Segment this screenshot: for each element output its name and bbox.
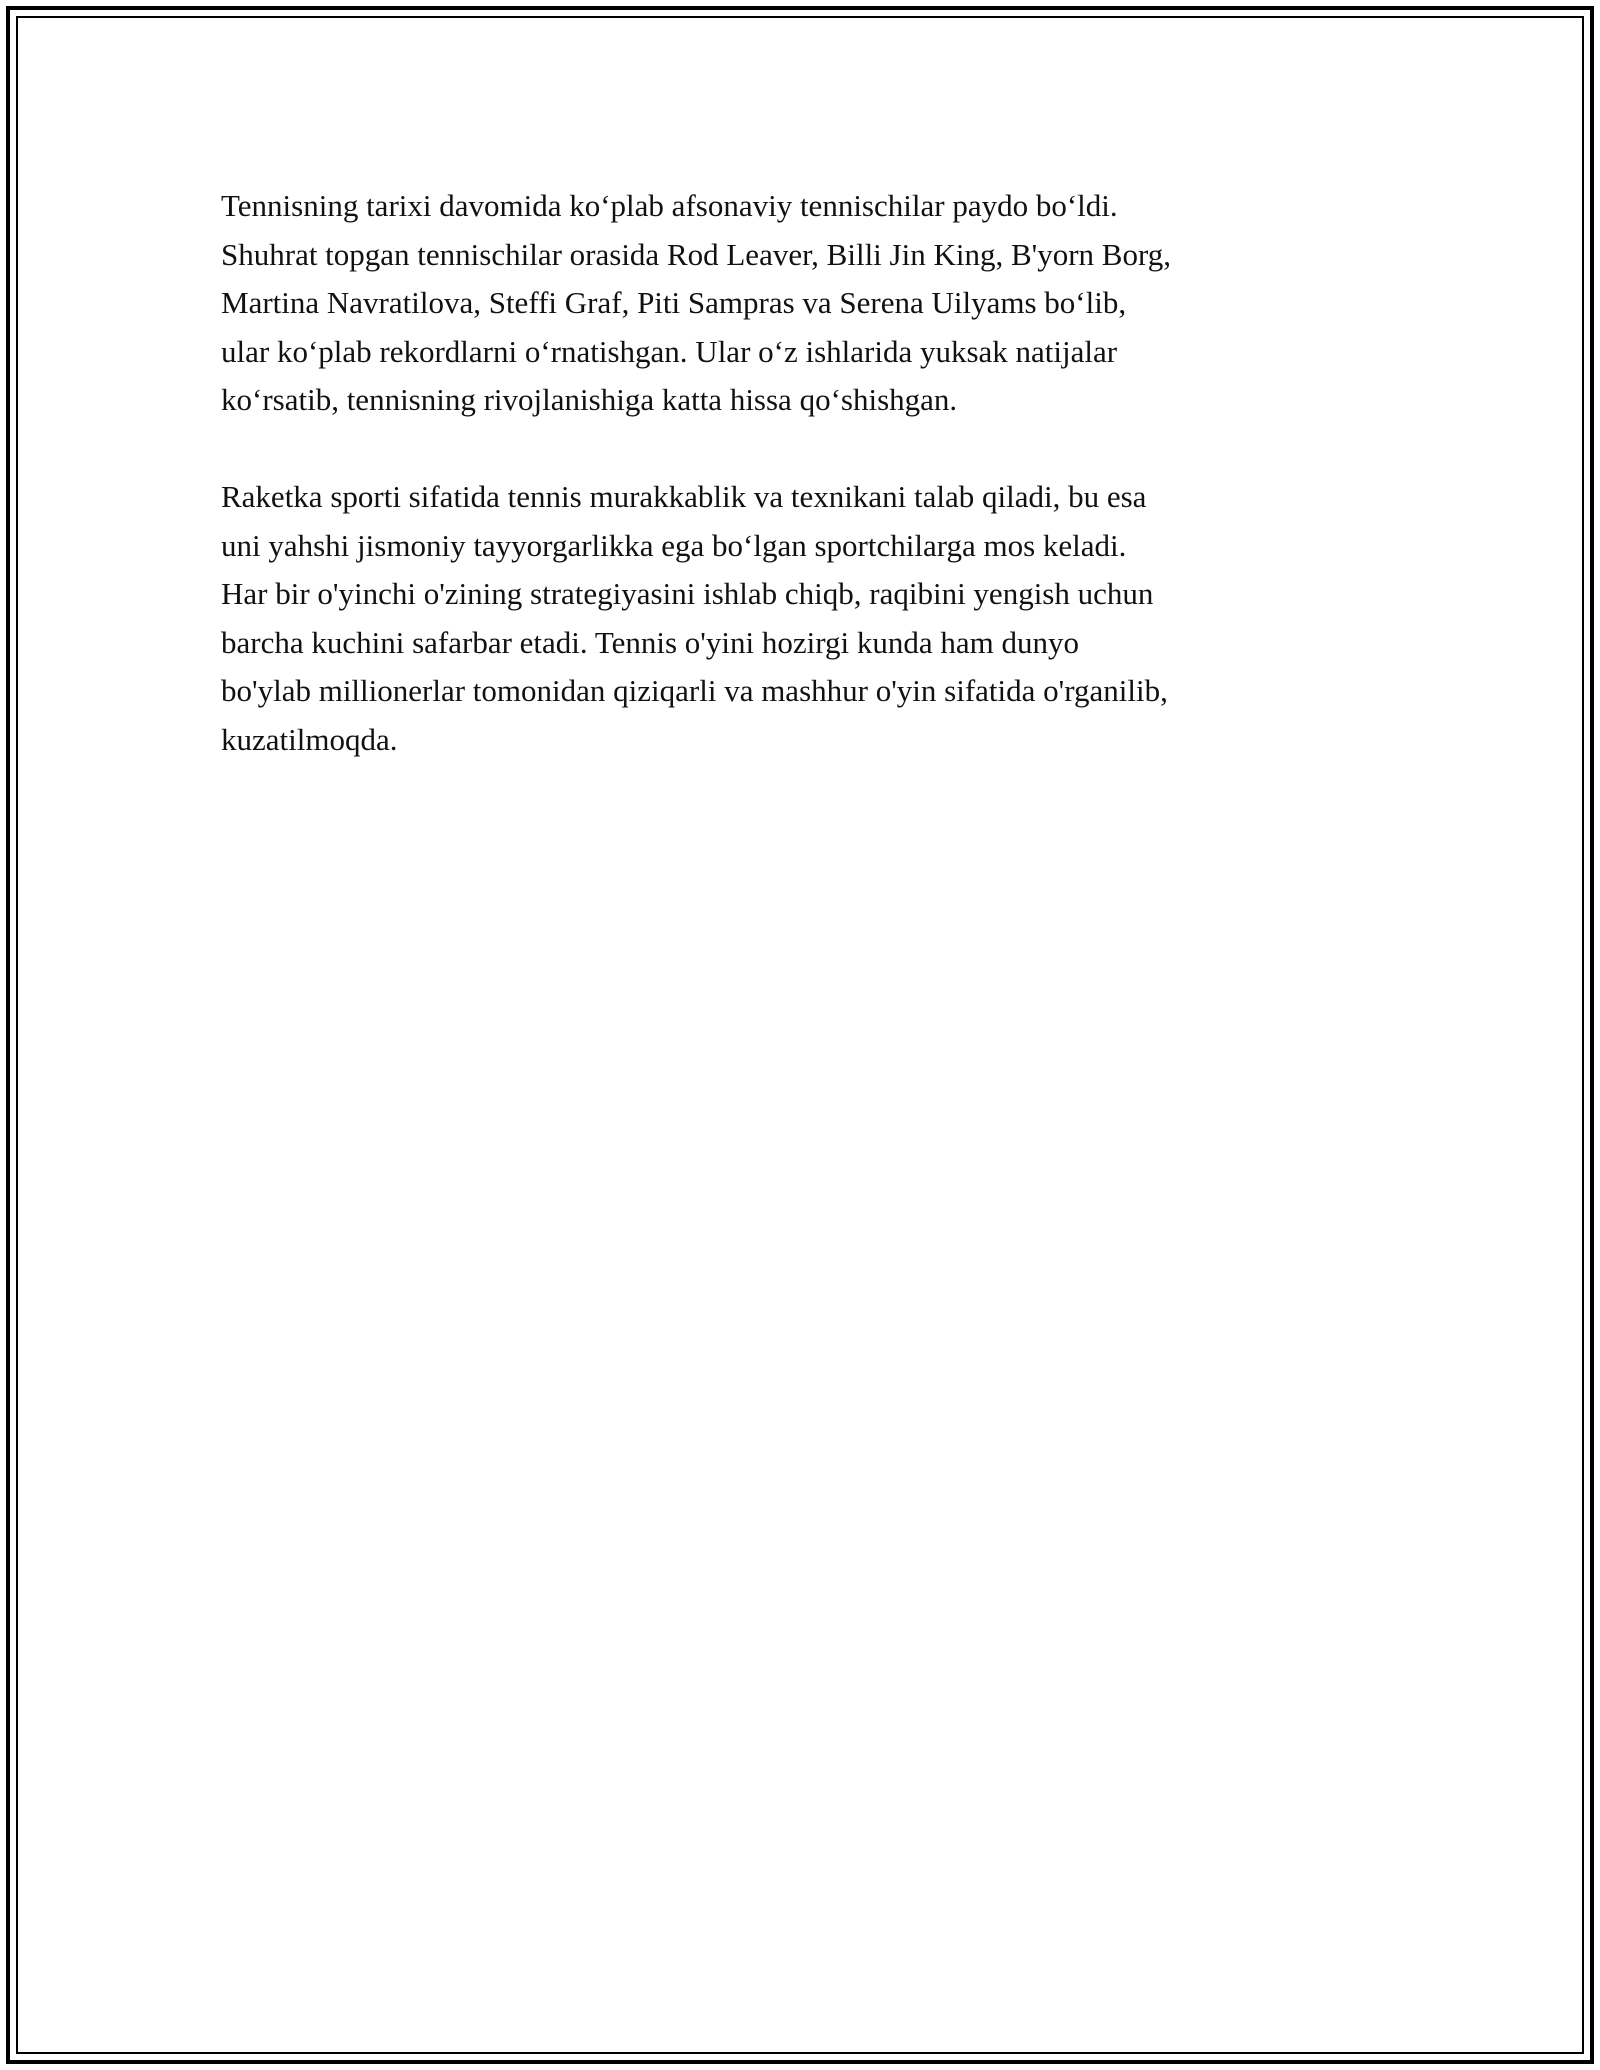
paragraph-tennis-legends (221, 182, 1401, 425)
text-line: barcha kuchini safarbar etadi. Tennis o'yini hozirgi kunda ham dunyo (221, 624, 1079, 660)
text-line: ular ko‘plab rekordlarni o‘rnatishgan. Ular o‘z ishlarida yuksak natijalar (221, 333, 1118, 369)
text-line: uni yahshi jismoniy tayyorgarlikka ega bo‘lgan sportchilarga mos keladi. (221, 527, 1127, 563)
text-line: bo'ylab millionerlar tomonidan qiziqarli va mashhur o'yin sifatida o'rganilib, (221, 673, 1168, 708)
text-line: Martina Navratilova, Steffi Graf, Piti Sampras va Serena Uilyams bo‘lib, (221, 285, 1127, 320)
text-line: kuzatilmoqda. (221, 721, 398, 757)
text-line: Har bir o'yinchi o'zining strategiyasini ishlab chiqb, raqibini yengish uchun (221, 576, 1154, 611)
text-line: Shuhrat topgan tennischilar orasida Rod Leaver, Billi Jin King, B'yorn Borg, (221, 236, 1171, 272)
text-line: Tennisning tarixi davomida ko‘plab afsonaviy tennischilar paydo bo‘ldi. (221, 188, 1118, 223)
paragraph-racket-sport (221, 473, 1401, 764)
text-line: Raketka sporti sifatida tennis murakkablik va texnikani talab qiladi, bu esa (221, 479, 1147, 514)
text-line: ko‘rsatib, tennisning rivojlanishiga katta hissa qo‘shishgan. (221, 382, 958, 417)
document-body (221, 182, 1401, 813)
